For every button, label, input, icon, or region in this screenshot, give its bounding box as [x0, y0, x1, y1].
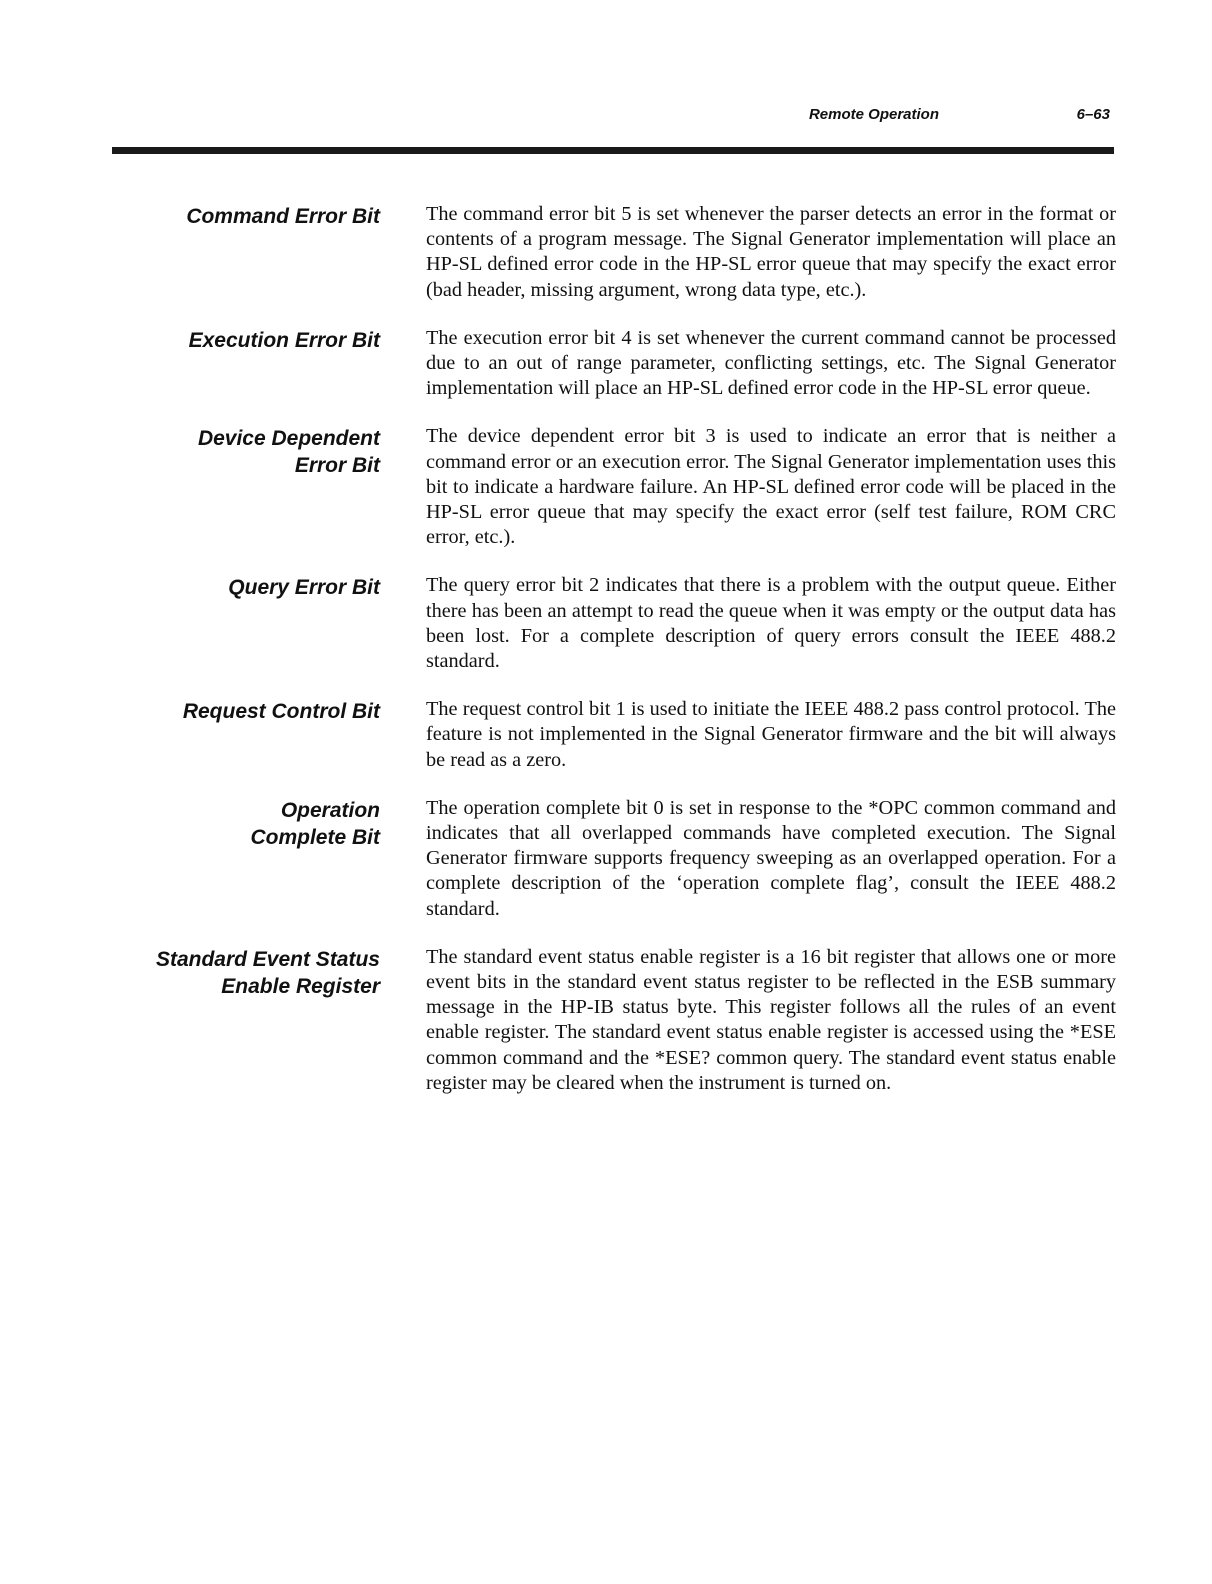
- term-description: The execution error bit 4 is set whenever the current command cannot be processed due to an out of range parameter, conflicting settings, etc. The Signal Generator implementation will place an HP-SL defined error code in the HP-SL error queue.: [426, 326, 1116, 400]
- entry-execution-error-bit: [112, 326, 1120, 402]
- definition-list: [112, 202, 1120, 1096]
- term-line: Complete Bit: [250, 825, 380, 849]
- running-section-title: Remote Operation: [808, 106, 939, 123]
- term-line: Operation: [280, 798, 380, 822]
- term-line: Error Bit: [294, 454, 380, 478]
- entry-standard-event-status-enable-register: [112, 945, 1120, 1096]
- term-heading: [112, 945, 380, 1000]
- term-description: The command error bit 5 is set whenever the parser detects an error in the format or contents of a program message. The Signal Generator implementation will place an HP-SL defined error code in the HP-SL error queue that may specify the exact error (bad header, missing argument, wrong data type, etc.).: [426, 203, 1116, 301]
- term-line: Request Control Bit: [182, 700, 380, 724]
- term-description: The query error bit 2 indicates that there is a problem with the output queue. Either there has been an attempt to read the queue when it was empty or the output data has been lost. For a complete description of query errors consult the IEEE 488.2 standard.: [426, 574, 1116, 673]
- entry-query-error-bit: [112, 573, 1120, 674]
- entry-device-dependent-error-bit: [112, 424, 1120, 550]
- header-rule: [112, 147, 1114, 154]
- term-description: The operation complete bit 0 is set in response to the *OPC common command and indicates that all overlapped commands have completed execution. The Signal Generator firmware supports frequency sweeping as an overlapped operation. For a complete description of the ‘operation complete flag’, consult the IEEE 488.2 standard.: [426, 796, 1116, 920]
- term-line: Device Dependent: [197, 427, 380, 451]
- term-line: Command Error Bit: [186, 205, 380, 228]
- term-line: Query Error Bit: [228, 576, 380, 600]
- term-heading: [112, 424, 380, 479]
- entry-operation-complete-bit: [112, 796, 1120, 922]
- term-heading: [112, 697, 380, 725]
- term-heading: [112, 573, 380, 601]
- entry-request-control-bit: [112, 697, 1120, 773]
- page-header: [112, 106, 1114, 132]
- term-description: The request control bit 1 is used to initiate the IEEE 488.2 pass control protocol. The feature is not implemented in the Signal Generator firmware and the bit will always be read as a zero.: [426, 698, 1116, 771]
- term-description: The device dependent error bit 3 is used to indicate an error that is neither a command error or an execution error. The Signal Generator implementation uses this bit to indicate a hardware failure. An HP-SL defined error code will be placed in the HP-SL error queue that may specify the exact error (self test failure, ROM CRC error, etc.).: [426, 425, 1116, 549]
- term-heading: [112, 202, 380, 230]
- entry-command-error-bit: [112, 202, 1120, 303]
- page-number: 6–63: [1076, 106, 1110, 123]
- term-line: Execution Error Bit: [188, 328, 380, 352]
- term-line: Standard Event Status: [155, 947, 380, 971]
- term-heading: [112, 796, 380, 851]
- term-description: The standard event status enable register is a 16 bit register that allows one or more event bits in the standard event status register to be reflected in the ESB summary message in the HP-IB status byte. This register follows all the rules of an event enable register. The standard event status enable register is accessed using the *ESE common command and the *ESE? common query. The standard event status enable register may be cleared when the instrument is turned on.: [426, 945, 1116, 1094]
- term-heading: [112, 326, 380, 354]
- term-line: Enable Register: [221, 974, 380, 998]
